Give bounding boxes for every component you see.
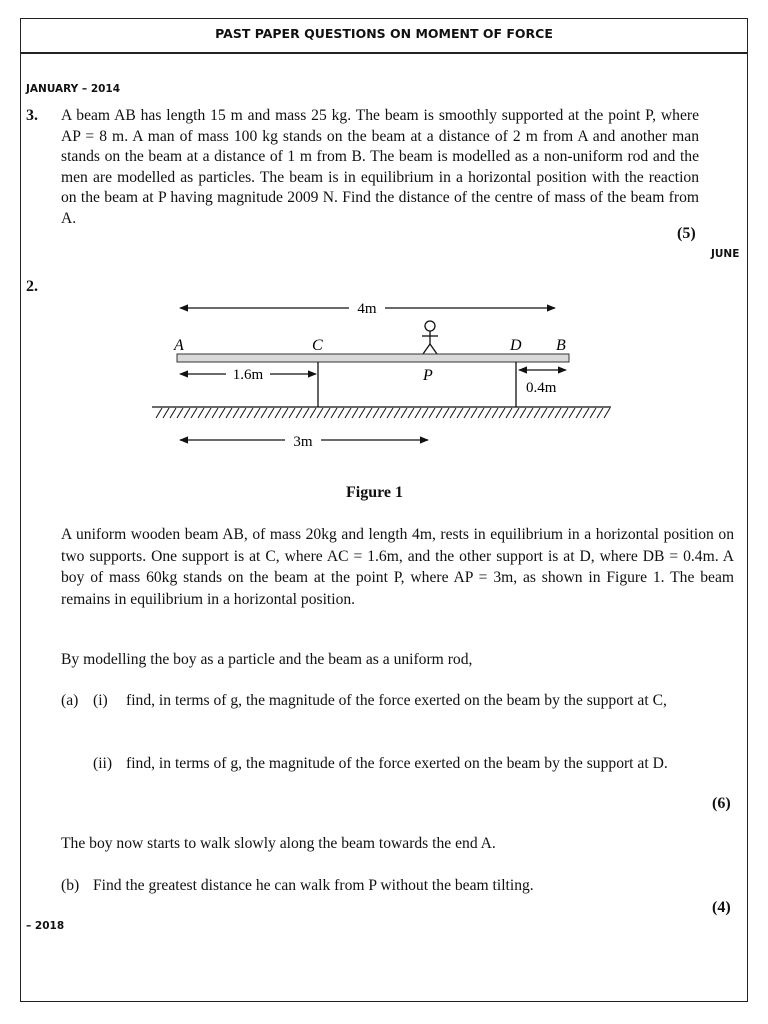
hatch-line <box>548 408 554 418</box>
dimension-label-ap: 3m <box>293 434 313 450</box>
hatch-line <box>408 408 414 418</box>
hatch-line <box>541 408 547 418</box>
ground-hatching <box>156 408 610 418</box>
hatch-line <box>261 408 267 418</box>
hatch-line <box>401 408 407 418</box>
part-b-label: (b) <box>61 877 80 894</box>
question-3-text: A beam AB has length 15 m and mass 25 kg. The beam is smoothly supported at the point P, where AP = 8 m. A man of mass 100 kg stands on the beam at a distance of 2 m from A and another man stands on the beam at a distance of 1 m from B. The beam is modelled as a non-uniform rod and the men are modelled as particles. The beam is in equilibrium in a horizontal position with the reaction on the beam at P having magnitude 2009 N. Find the distance of the centre of mass of the beam from A. <box>61 107 699 227</box>
hatch-line <box>436 408 442 418</box>
hatch-line <box>380 408 386 418</box>
part-a-ii-text: find, in terms of g, the magnitude of the force exerted on the beam by the support at D. <box>126 755 668 772</box>
part-b-text: Find the greatest distance he can walk from P without the beam tilting. <box>93 877 534 894</box>
hatch-line <box>373 408 379 418</box>
hatch-line <box>219 408 225 418</box>
hatch-line <box>583 408 589 418</box>
question-3-marks: (5) <box>677 225 696 242</box>
point-label-b: B <box>556 337 566 354</box>
hatch-line <box>569 408 575 418</box>
hatch-line <box>520 408 526 418</box>
hatch-line <box>275 408 281 418</box>
question-2-walk: The boy now starts to walk slowly along the beam towards the end A. <box>61 835 496 852</box>
question-number-2: 2. <box>26 278 38 295</box>
hatch-line <box>331 408 337 418</box>
hatch-line <box>226 408 232 418</box>
hatch-line <box>443 408 449 418</box>
hatch-line <box>576 408 582 418</box>
hatch-line <box>338 408 344 418</box>
hatch-line <box>499 408 505 418</box>
hatch-line <box>485 408 491 418</box>
hatch-line <box>394 408 400 418</box>
hatch-line <box>597 408 603 418</box>
page-title: PAST PAPER QUESTIONS ON MOMENT OF FORCE <box>21 19 747 54</box>
hatch-line <box>205 408 211 418</box>
hatch-line <box>156 408 162 418</box>
dimension-label-db: 0.4m <box>526 380 557 396</box>
hatch-line <box>534 408 540 418</box>
hatch-line <box>177 408 183 418</box>
hatch-line <box>471 408 477 418</box>
hatch-line <box>191 408 197 418</box>
hatch-line <box>289 408 295 418</box>
hatch-line <box>310 408 316 418</box>
hatch-line <box>170 408 176 418</box>
hatch-line <box>464 408 470 418</box>
hatch-line <box>429 408 435 418</box>
hatch-line <box>506 408 512 418</box>
hatch-line <box>198 408 204 418</box>
part-a-i-text: find, in terms of g, the magnitude of the force exerted on the beam by the support at C, <box>126 692 667 709</box>
hatch-line <box>422 408 428 418</box>
hatch-line <box>254 408 260 418</box>
hatch-line <box>555 408 561 418</box>
hatch-line <box>268 408 274 418</box>
hatch-line <box>352 408 358 418</box>
hatch-line <box>247 408 253 418</box>
hatch-line <box>387 408 393 418</box>
hatch-line <box>492 408 498 418</box>
hatch-line <box>359 408 365 418</box>
hatch-line <box>604 408 610 418</box>
section-label-january-2014: JANUARY – 2014 <box>26 83 121 95</box>
hatch-line <box>212 408 218 418</box>
part-a-marks: (6) <box>712 795 731 812</box>
point-label-a: A <box>174 337 184 354</box>
hatch-line <box>478 408 484 418</box>
hatch-line <box>184 408 190 418</box>
dimension-label-ac: 1.6m <box>232 367 264 383</box>
part-a-i-label: (i) <box>93 692 108 709</box>
point-label-c: C <box>312 337 323 354</box>
point-label-d: D <box>510 337 522 354</box>
hatch-line <box>303 408 309 418</box>
hatch-line <box>240 408 246 418</box>
hatch-line <box>296 408 302 418</box>
part-a-ii-label: (ii) <box>93 755 113 772</box>
question-2-intro: A uniform wooden beam AB, of mass 20kg and length 4m, rests in equilibrium in a horizontal position on two supports. One support is at C, where AC = 1.6m, and the other support is at D, where DB = 0.4m. A boy of mass 60kg stands on the beam at the point P, where AP = 3m, as shown in Figure 1. The beam remains in equilibrium in a horizontal position. <box>61 526 734 608</box>
part-a-label: (a) <box>61 692 79 709</box>
hatch-line <box>345 408 351 418</box>
dimension-label-total: 4m <box>357 301 377 317</box>
hatch-line <box>513 408 519 418</box>
boy-figure-icon <box>422 321 438 354</box>
section-label-2018: – 2018 <box>26 920 65 932</box>
question-number-3: 3. <box>26 107 38 124</box>
hatch-line <box>527 408 533 418</box>
figure-1-diagram <box>0 290 768 750</box>
part-b-marks: (4) <box>712 899 731 916</box>
beam <box>177 354 569 362</box>
hatch-line <box>415 408 421 418</box>
hatch-line <box>163 408 169 418</box>
hatch-line <box>282 408 288 418</box>
point-label-p: P <box>423 367 433 384</box>
hatch-line <box>366 408 372 418</box>
hatch-line <box>457 408 463 418</box>
figure-caption: Figure 1 <box>346 484 404 501</box>
hatch-line <box>317 408 323 418</box>
section-label-june: JUNE <box>711 248 740 260</box>
question-2-modelling: By modelling the boy as a particle and the beam as a uniform rod, <box>61 651 473 668</box>
hatch-line <box>324 408 330 418</box>
hatch-line <box>590 408 596 418</box>
hatch-line <box>233 408 239 418</box>
hatch-line <box>450 408 456 418</box>
hatch-line <box>562 408 568 418</box>
